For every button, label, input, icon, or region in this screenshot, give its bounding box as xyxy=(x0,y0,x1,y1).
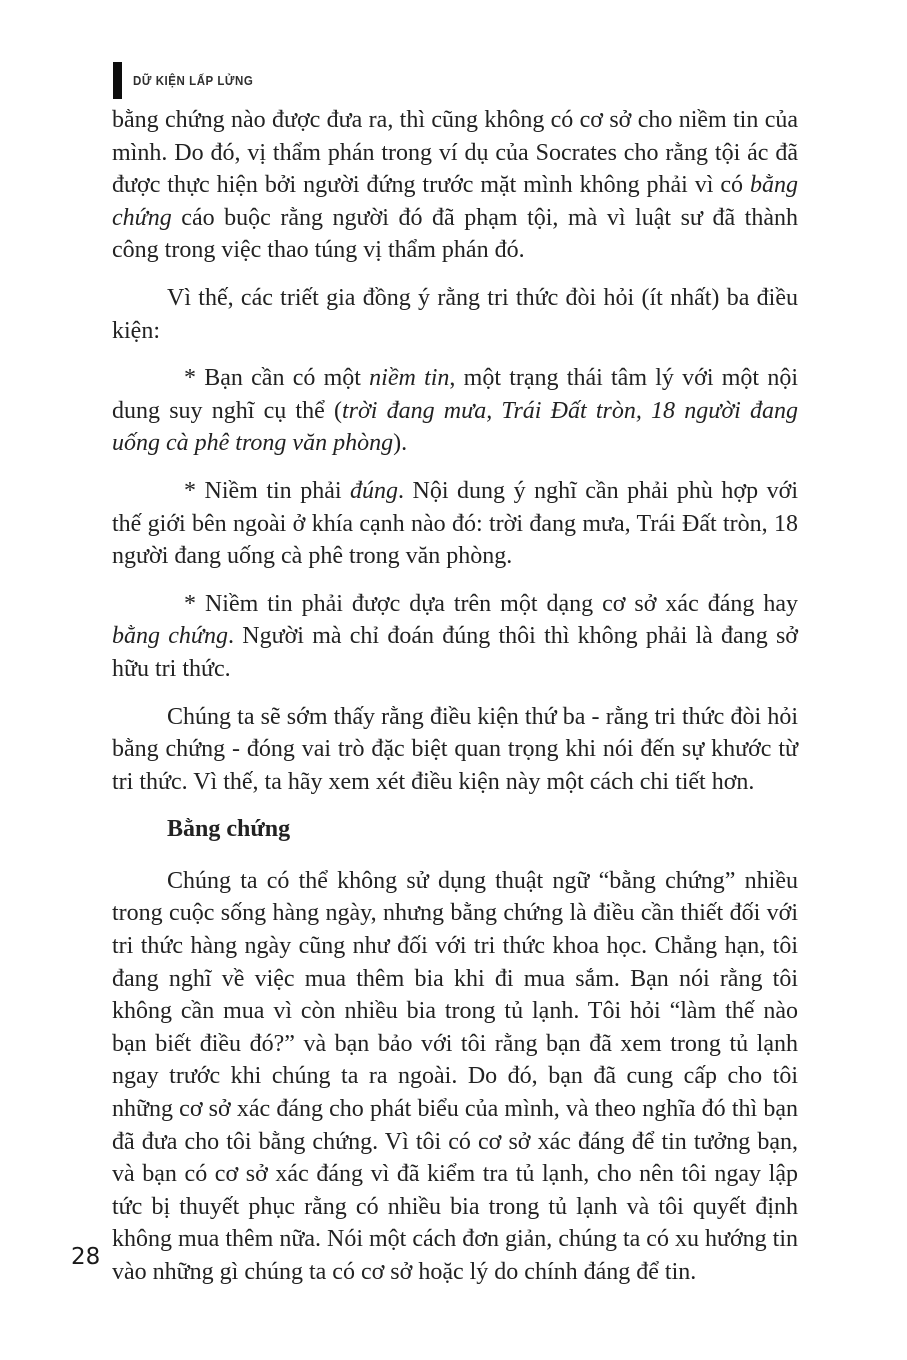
paragraph: Vì thế, các triết gia đồng ý rằng tri thức đòi hỏi (ít nhất) ba điều kiện: xyxy=(112,284,798,344)
running-header xyxy=(113,62,264,99)
bullet-item: * Bạn cần có một niềm tin, một trạng thái tâm lý với một nội dung suy nghĩ cụ thể (trời đang mưa, Trái Đất tròn, 18 người đang uống cà phê trong văn phòng). xyxy=(112,365,798,457)
bullet-item: * Niềm tin phải được dựa trên một dạng cơ sở xác đáng hay bằng chứng. Người mà chỉ đoán đúng thôi thì không phải là đang sở hữu tri thức. xyxy=(112,590,798,682)
header-rule-bar-icon xyxy=(113,62,122,99)
page-number: 28 xyxy=(71,1244,101,1270)
paragraph-continuation: bằng chứng nào được đưa ra, thì cũng không có cơ sở cho niềm tin của mình. Do đó, vị thẩm phán trong ví dụ của Socrates cho rằng tội ác đã được thực hiện bởi người đứng trước mặt mình không phải vì có bằng chứng cáo buộc rằng người đó đã phạm tội, mà vì luật sư đã thành công trong việc thao túng vị thẩm phán đó. xyxy=(112,107,798,264)
running-title: DỮ KIỆN LẤP LỬNG xyxy=(133,73,254,88)
section-heading: Bằng chứng xyxy=(167,816,291,843)
paragraph: Chúng ta sẽ sớm thấy rằng điều kiện thứ ba - rằng tri thức đòi hỏi bằng chứng - đóng vai trò đặc biệt quan trọng khi nói đến sự khước từ tri thức. Vì thế, ta hãy xem xét điều kiện này một cách chi tiết hơn. xyxy=(112,703,798,795)
paragraph: Chúng ta có thể không sử dụng thuật ngữ “bằng chứng” nhiều trong cuộc sống hàng ngày, nhưng bằng chứng là điều cần thiết đối với tri thức hàng ngày cũng như đối với tri thức khoa học. Chẳng hạn, tôi đang nghĩ về việc mua thêm bia khi đi mua sắm. Bạn nói rằng tôi không cần mua vì còn nhiều bia trong tủ lạnh. Tôi hỏi “làm thế nào bạn biết điều đó?” và bạn bảo với tôi rằng bạn đã xem trong tủ lạnh ngay trước khi chúng ta ra ngoài. Do đó, bạn đã cung cấp cho tôi những cơ sở xác đáng cho phát biểu của mình, và theo nghĩa đó thì bạn đã đưa cho tôi bằng chứng. Vì tôi có cơ sở xác đáng để tin tưởng bạn, và bạn có cơ sở xác đáng vì đã kiểm tra tủ lạnh, cho nên tôi ngay lập tức bị thuyết phục rằng có nhiều bia trong tủ lạnh và tôi quyết định không mua thêm nữa. Nói một cách đơn giản, chúng ta có xu hướng tin vào những gì chúng ta có cơ sở hoặc lý do chính đáng để tin. xyxy=(112,867,798,1285)
bullet-item: * Niềm tin phải đúng. Nội dung ý nghĩ cần phải phù hợp với thế giới bên ngoài ở khía cạnh nào đó: trời đang mưa, Trái Đất tròn, 18 người đang uống cà phê trong văn phòng. xyxy=(112,477,798,570)
body-text-block xyxy=(112,104,798,1304)
